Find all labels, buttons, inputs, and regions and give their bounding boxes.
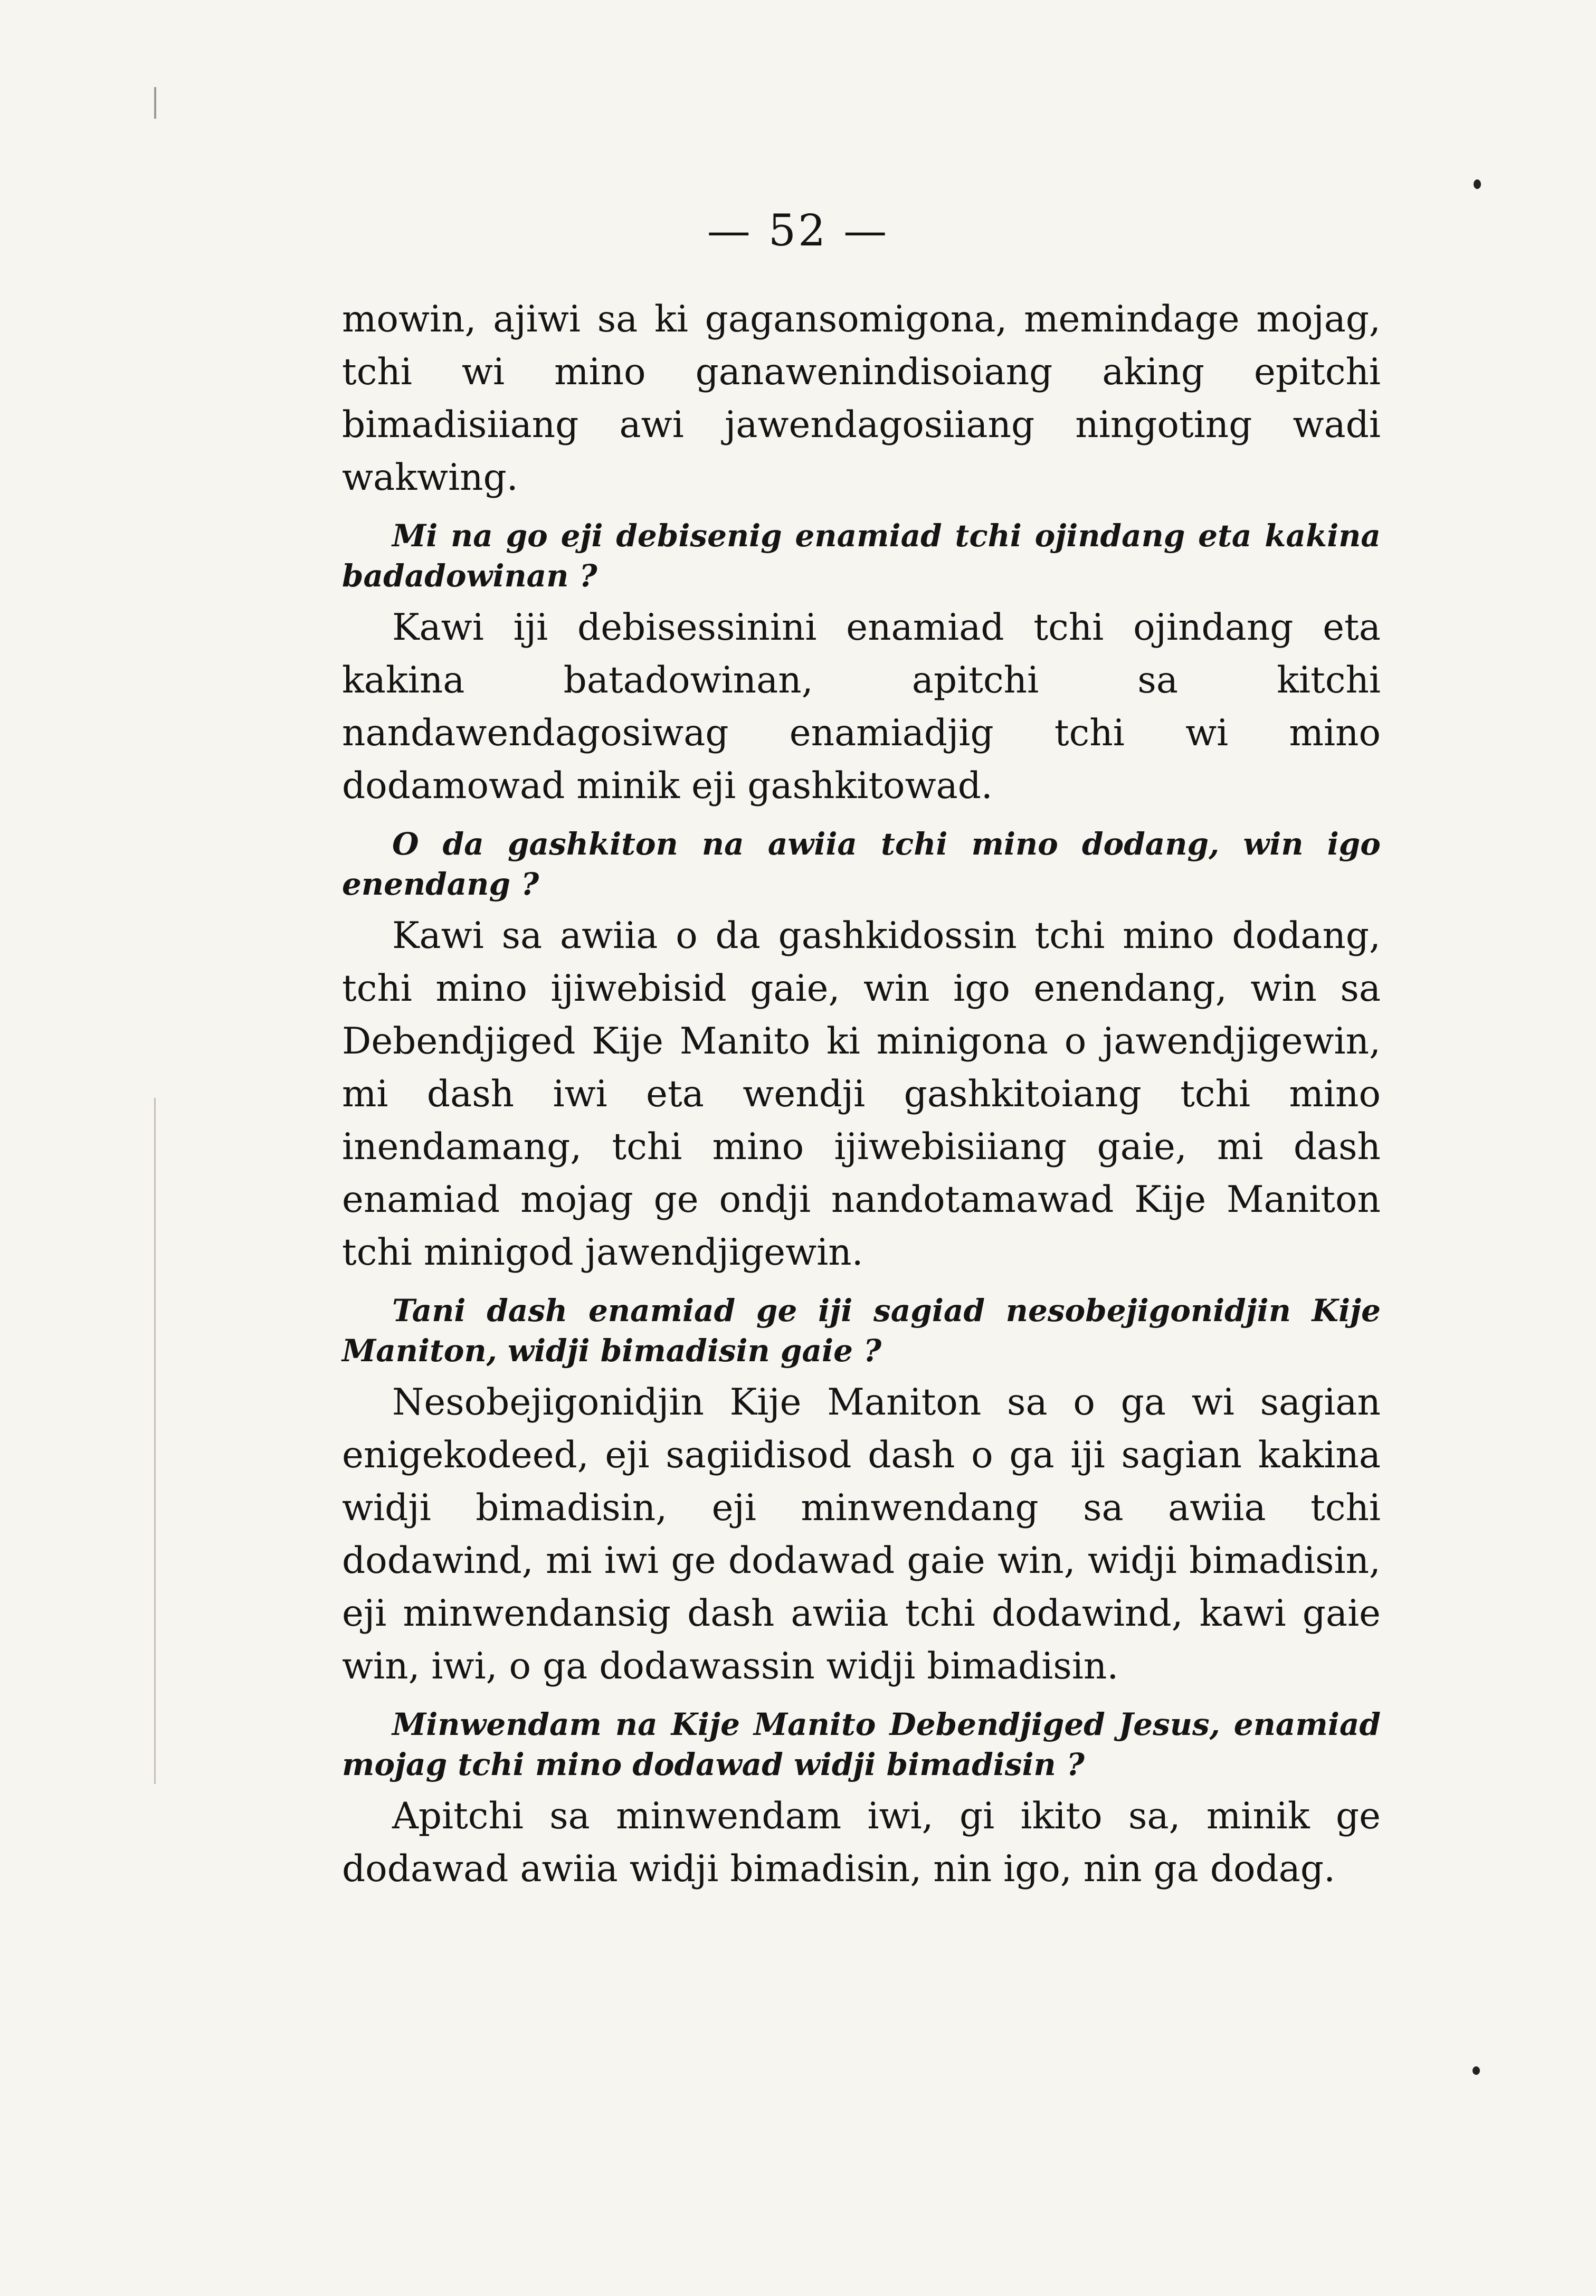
paragraph: Apitchi sa minwendam iwi, gi ikito sa, minik ge dodawad awiia widji bimadisin, nin igo, nin ga dodag. [342,1795,1381,1890]
paragraph: Kawi iji debisessinini enamiad tchi ojindang eta kakina batadowinan, apitchi sa kitchi nandawendagosiwag enamiadjig tchi wi mino dodamowad minik eji gashkitowad. [342,606,1381,807]
ink-spot [1472,2066,1480,2075]
paragraph: Kawi sa awiia o da gashkidossin tchi mino dodang, tchi mino ijiwebisid gaie, win igo enendang, win sa Debendjiged Kije Manito ki minigona o jawendjigewin, mi dash iwi eta wendji gashkitoiang tchi mino inendamang, tchi mino ijiwebisiiang gaie, mi dash enamiad mojag ge ondji nandotamawad Kije Maniton tchi minigod jawendjigewin. [342,915,1381,1274]
scan-speck [154,87,156,119]
paragraph: Nesobejigonidjin Kije Maniton sa o ga wi sagian enigekodeed, eji sagiidisod dash o ga iji sagian kakina widji bimadisin, eji minwendang sa awiia tchi dodawind, mi iwi ge dodawad gaie win, widji bimadisin, eji minwendansig dash awiia tchi dodawind, kawi gaie win, iwi, o ga dodawassin widji bimadisin. [342,1381,1381,1687]
ink-spot [1474,179,1481,189]
text-block [342,293,1381,1895]
catechism-question: O da gashkiton na awiia tchi mino dodang, win igo enendang ? [342,826,1381,902]
page-number: — 52 — [707,206,889,256]
page-edge-shadow [154,1098,156,1784]
catechism-question: Tani dash enamiad ge iji sagiad nesobejigonidjin Kije Maniton, widji bimadisin gaie ? [342,1293,1381,1369]
catechism-question: Mi na go eji debisenig enamiad tchi ojindang eta kakina badadowinan ? [342,518,1381,594]
catechism-question: Minwendam na Kije Manito Debendjiged Jesus, enamiad mojag tchi mino dodawad widji bimadisin ? [342,1706,1381,1782]
paragraph: mowin, ajiwi sa ki gagansomigona, memindage mojag, tchi wi mino ganawenindisoiang aking epitchi bimadisiiang awi jawendagosiiang ningoting wadi wakwing. [342,298,1381,499]
